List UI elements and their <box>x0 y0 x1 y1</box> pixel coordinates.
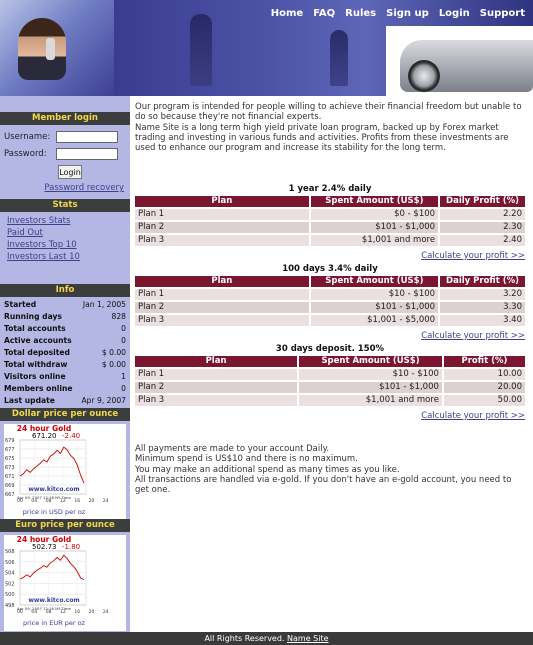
password-input[interactable] <box>56 148 118 160</box>
chart-y-tick: 667 <box>5 492 15 498</box>
plan-table-header <box>135 196 525 207</box>
chart-date: Apr 09, 2007 12:16 NY Time <box>17 606 71 611</box>
euro-price-title: Euro price per ounce <box>0 519 130 532</box>
calculate-profit-link[interactable]: Calculate your profit >> <box>421 331 525 341</box>
plan-column-header: Plan <box>135 356 297 367</box>
plan-column-header: Daily Profit (%) <box>440 276 525 287</box>
stats-box <box>0 199 130 263</box>
plan-column-header: Spent Amount (US$) <box>311 276 438 287</box>
info-list <box>0 299 130 407</box>
chart-x-tick: 12 <box>60 499 66 504</box>
walker-figure <box>190 14 212 86</box>
intro-paragraph: Our program is intended for people willing to achieve their financial freedom but unable to do so because they're not financial experts. <box>135 102 522 123</box>
plan-cell: Plan 2 <box>135 222 309 233</box>
plan-row <box>135 235 525 246</box>
info-key: Total accounts <box>4 324 66 333</box>
info-value: 0 <box>121 324 126 333</box>
chart-x-tick: 20 <box>88 610 95 615</box>
info-value: $ 0.00 <box>101 348 126 357</box>
sidebar <box>0 96 130 632</box>
plan-cell: 3.40 <box>440 315 525 326</box>
plan-row <box>135 369 525 380</box>
nav-support[interactable]: Support <box>479 8 525 19</box>
chart-y-tick: 506 <box>5 559 15 566</box>
info-row <box>0 371 130 383</box>
dollar-price-box <box>0 408 130 520</box>
chart-x-tick: 04 <box>31 499 38 504</box>
info-row <box>0 323 130 335</box>
plan-table <box>133 354 527 408</box>
info-value: 1 <box>121 372 126 381</box>
plan-column-header: Plan <box>135 276 309 287</box>
chart-x-tick: 00 <box>17 610 23 615</box>
info-key: Total withdraw <box>4 360 68 369</box>
plan-cell: $1,001 - $5,000 <box>311 315 438 326</box>
chart-y-tick: 508 <box>5 549 15 555</box>
chart-price: 671.20 <box>32 432 57 440</box>
chart-y-tick: 498 <box>5 603 15 609</box>
plan-column-header: Daily Profit (%) <box>440 196 525 207</box>
chart-y-tick: 671 <box>5 474 15 480</box>
plan-table-header <box>135 276 525 287</box>
plan-row <box>135 395 525 406</box>
chart-unit: price in USD per oz <box>22 508 86 516</box>
plan-column-header: Plan <box>135 196 309 207</box>
password-recovery-link[interactable]: Password recovery <box>44 183 124 193</box>
investors-last10-link[interactable]: Investors Last 10 <box>7 252 80 262</box>
notes-text <box>135 444 527 495</box>
investors-top10-link[interactable]: Investors Top 10 <box>7 240 77 250</box>
chart-site: www.kitco.com <box>28 486 80 493</box>
chart-price: 502.73 <box>32 543 57 551</box>
note-line: All transactions are handled via e-gold. If you don't have an e-gold account, you need to get one. <box>135 474 512 496</box>
plan-row <box>135 382 525 393</box>
wheel-image <box>408 60 440 92</box>
info-value: Apr 9, 2007 <box>81 396 126 405</box>
plan-row <box>135 222 525 233</box>
walker-figure <box>330 30 348 86</box>
nav-signup[interactable]: Sign up <box>386 8 429 19</box>
plan-table-header <box>135 356 525 367</box>
euro-price-box <box>0 519 130 631</box>
plan-cell: $1,001 and more <box>299 395 442 406</box>
footer-site-link[interactable]: Name Site <box>287 634 329 643</box>
plan-cell: 2.30 <box>440 222 525 233</box>
plan-title: 30 days deposit. 150% <box>275 344 385 354</box>
nav-faq[interactable]: FAQ <box>313 8 336 19</box>
plan-cell: $101 - $1,000 <box>299 382 442 393</box>
plan-cell: 2.40 <box>440 235 525 246</box>
chart-x-tick: 08 <box>45 499 52 504</box>
plan-column-header: Profit (%) <box>444 356 525 367</box>
chart-x-tick: 20 <box>88 499 95 504</box>
note-line: Minimum spend is US$10 and there is no maximum. <box>135 454 358 465</box>
footer-text: All Rights Reserved. <box>204 634 285 643</box>
chart-y-tick: 504 <box>5 570 15 577</box>
header-banner <box>0 0 533 96</box>
plan-cell: Plan 1 <box>135 289 309 300</box>
nav-home[interactable]: Home <box>270 8 304 19</box>
info-value: 0 <box>121 336 126 345</box>
info-value: Jan 1, 2005 <box>82 300 126 309</box>
plan-table <box>133 274 527 328</box>
plan-row <box>135 302 525 313</box>
plan-cell: 3.20 <box>440 289 525 300</box>
chart-y-tick: 502 <box>5 581 15 588</box>
plan-cell: $10 - $100 <box>299 369 442 380</box>
intro-paragraph: Name Site is a long term high yield private loan program, backed up by Forex market trading and investing in various funds and activities. Profits from these investments are used to enhance our program and increase its stability for the long term. <box>135 122 509 154</box>
plan-row <box>135 315 525 326</box>
plan-cell: Plan 3 <box>135 395 297 406</box>
member-login-title: Member login <box>0 112 130 125</box>
info-box <box>0 284 130 407</box>
username-row <box>0 128 130 145</box>
username-label: Username: <box>4 131 51 142</box>
chart-y-tick: 675 <box>5 456 15 462</box>
plan-cell: 10.00 <box>444 369 525 380</box>
info-row <box>0 395 130 407</box>
plan-cell: $10 - $100 <box>311 289 438 300</box>
info-row <box>0 311 130 323</box>
plan-cell: 2.20 <box>440 209 525 220</box>
info-key: Last update <box>4 396 55 405</box>
calculate-profit-link[interactable]: Calculate your profit >> <box>421 251 525 261</box>
chart-unit: price in EUR per oz <box>23 619 85 627</box>
plan-column-header: Spent Amount (US$) <box>299 356 442 367</box>
info-key: Visitors online <box>4 372 66 381</box>
plan-cell: $101 - $1,000 <box>311 302 438 313</box>
info-value: 0 <box>121 384 126 393</box>
plan-row <box>135 209 525 220</box>
plan-cell: Plan 2 <box>135 382 297 393</box>
info-key: Started <box>4 300 37 309</box>
plan-cell: Plan 3 <box>135 235 309 246</box>
chart-site: www.kitco.com <box>28 597 80 604</box>
note-line: You may make an additional spend as many times as you like. <box>135 464 400 475</box>
footer <box>0 632 533 645</box>
chart-x-tick: 24 <box>102 499 109 504</box>
username-input[interactable] <box>56 131 118 143</box>
woman-figure <box>18 18 66 80</box>
plan-cell: Plan 2 <box>135 302 309 313</box>
note-line: All payments are made to your account Daily. <box>135 444 330 454</box>
plan-cell: 20.00 <box>444 382 525 393</box>
plan-cell: 3.30 <box>440 302 525 313</box>
plan-cell: $0 - $100 <box>311 209 438 220</box>
password-label: Password: <box>4 148 47 159</box>
plan-title: 100 days 3.4% daily <box>282 264 378 274</box>
info-row <box>0 383 130 395</box>
info-row <box>0 335 130 347</box>
chart-y-tick: 673 <box>5 465 15 471</box>
chart-y-tick: 669 <box>5 483 15 489</box>
member-login-box <box>0 112 130 193</box>
dollar-gold-chart <box>4 424 126 520</box>
info-row <box>0 359 130 371</box>
plan-cell: Plan 3 <box>135 315 309 326</box>
nav-rules[interactable]: Rules <box>345 8 377 19</box>
info-key: Total deposited <box>4 348 70 357</box>
top-nav <box>271 8 525 19</box>
plan-cell: Plan 1 <box>135 209 309 220</box>
info-key: Running days <box>4 312 62 321</box>
chart-heading: 24 hour Gold <box>16 424 72 433</box>
dollar-price-title: Dollar price per ounce <box>0 408 130 421</box>
plan-cell: Plan 1 <box>135 369 297 380</box>
investors-stats-link[interactable]: Investors Stats <box>7 216 71 226</box>
info-key: Members online <box>4 384 73 393</box>
nav-login[interactable]: Login <box>438 8 470 19</box>
phone-icon <box>46 38 55 60</box>
plan-cell: $101 - $1,000 <box>311 222 438 233</box>
chart-x-tick: 12 <box>60 610 66 615</box>
login-button[interactable]: Login <box>58 165 82 179</box>
info-title: Info <box>0 284 130 297</box>
chart-y-tick: 679 <box>5 438 15 444</box>
info-value: $ 0.00 <box>101 360 126 369</box>
plan-table <box>133 194 527 248</box>
info-key: Active accounts <box>4 336 72 345</box>
calculate-profit-link[interactable]: Calculate your profit >> <box>421 411 525 421</box>
plan-cell: $1,001 and more <box>311 235 438 246</box>
chart-change: -1.80 <box>62 543 81 551</box>
chart-x-tick: 04 <box>31 610 38 615</box>
plan-row <box>135 289 525 300</box>
chart-date: Apr 09, 2007 12:16 NY Time <box>17 495 71 500</box>
info-row <box>0 347 130 359</box>
chart-x-tick: 00 <box>17 499 23 504</box>
chart-x-tick: 24 <box>102 610 109 615</box>
chart-x-tick: 08 <box>45 610 52 615</box>
chart-y-tick: 500 <box>5 592 15 599</box>
stats-title: Stats <box>0 199 130 212</box>
paid-out-link[interactable]: Paid Out <box>7 228 43 238</box>
info-row <box>0 299 130 311</box>
chart-heading: 24 hour Gold <box>16 535 72 544</box>
chart-x-tick: 16 <box>74 499 81 504</box>
plan-cell: 50.00 <box>444 395 525 406</box>
password-row <box>0 145 130 162</box>
plan-title: 1 year 2.4% daily <box>288 184 372 194</box>
intro-text <box>135 102 527 153</box>
plan-column-header: Spent Amount (US$) <box>311 196 438 207</box>
euro-gold-chart <box>4 535 126 631</box>
chart-change: -2.40 <box>62 432 81 440</box>
chart-x-tick: 16 <box>74 610 81 615</box>
info-value: 828 <box>111 312 126 321</box>
banner-photo-woman <box>0 0 114 96</box>
chart-y-tick: 677 <box>5 447 15 453</box>
